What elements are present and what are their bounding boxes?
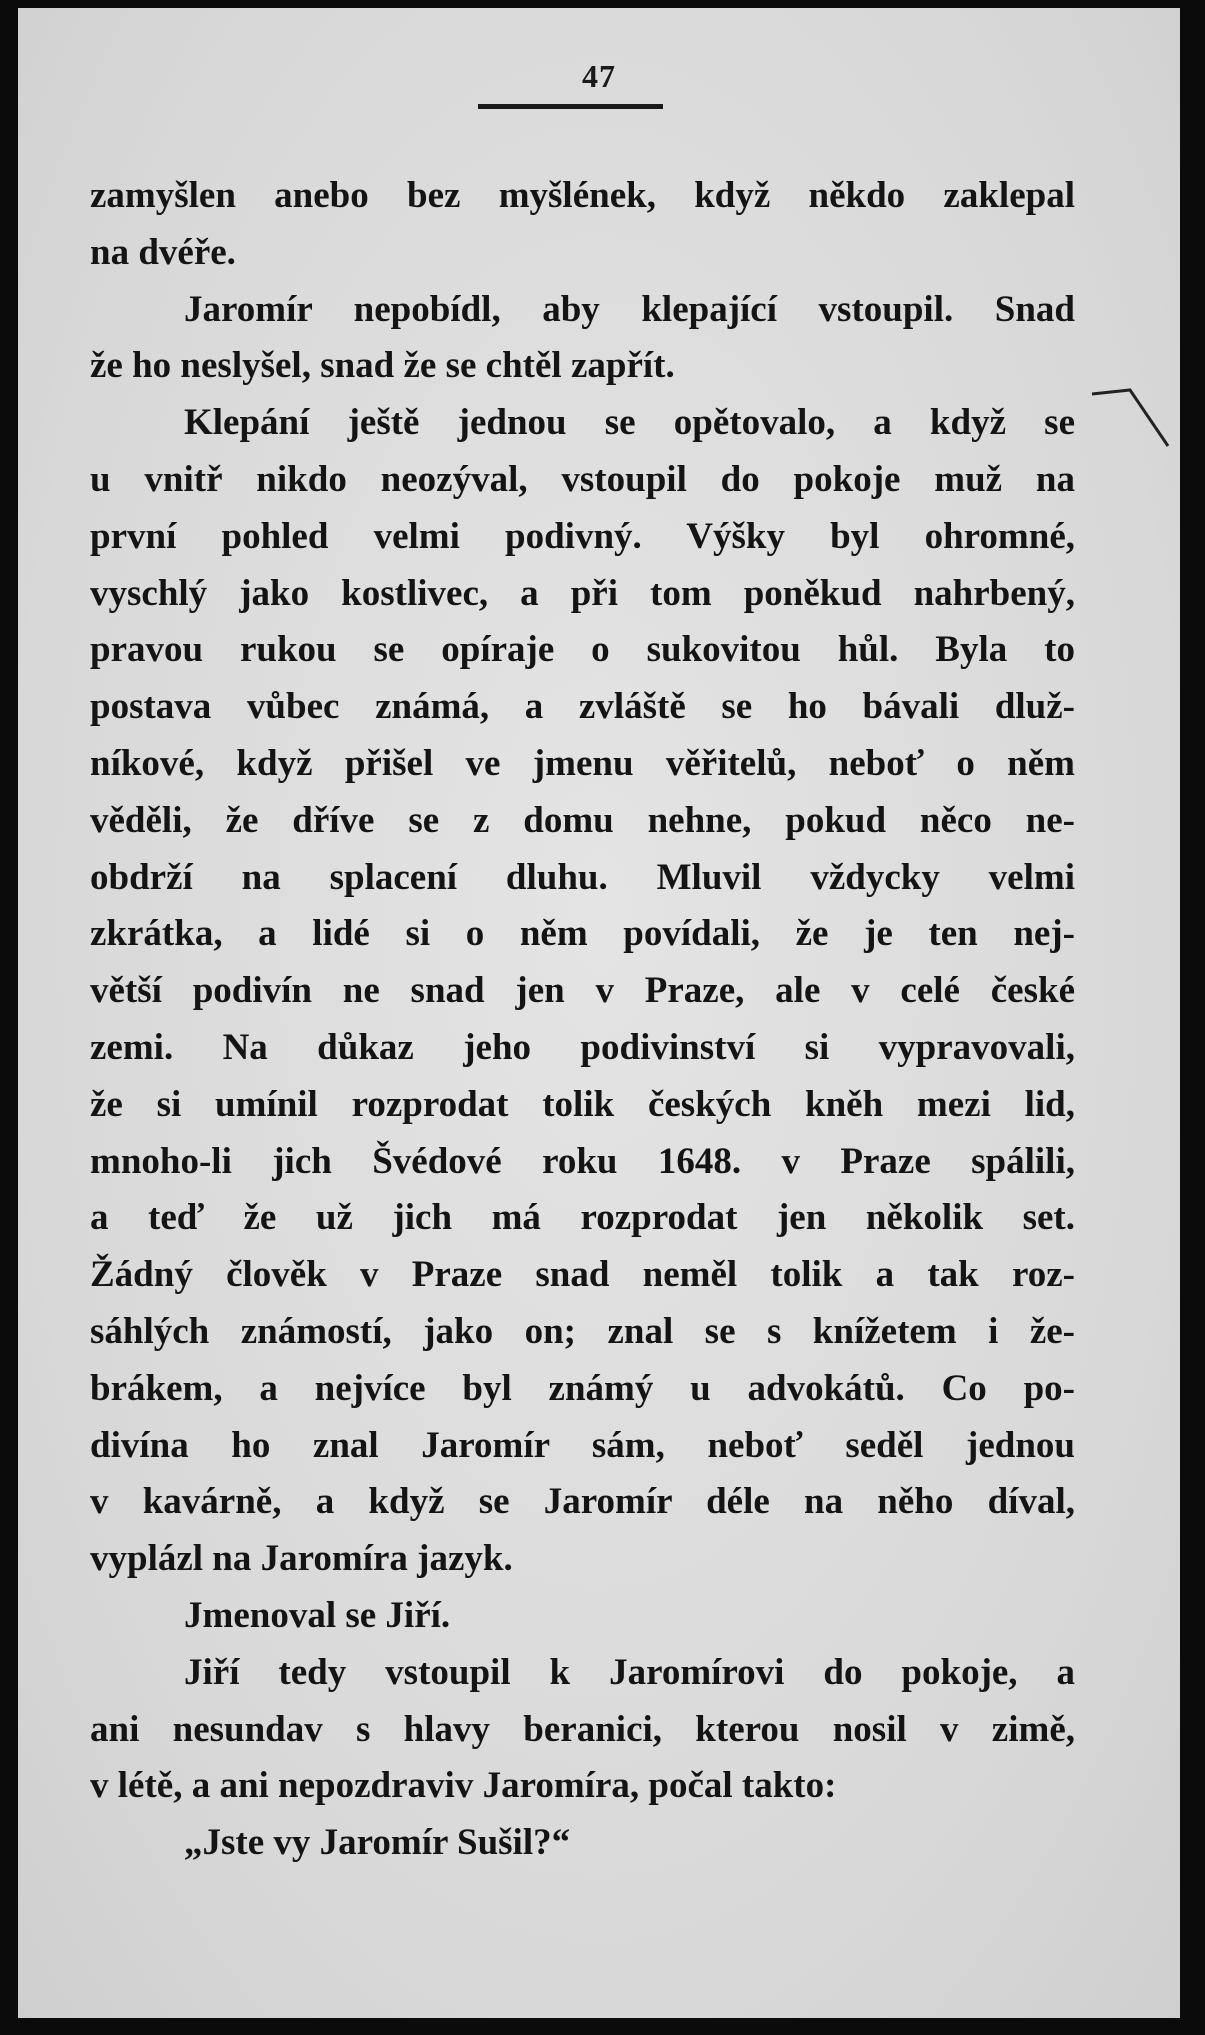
text-line: divína ho znal Jaromír sám, neboť seděl jednou: [90, 1424, 1075, 1466]
text-line: Jiří tedy vstoupil k Jaromírovi do pokoje, a: [184, 1651, 1075, 1693]
text-line: Klepání ještě jednou se opětovalo, a když se: [184, 402, 1075, 444]
text-line: postava vůbec známá, a zvláště se ho bávali dluž-: [90, 686, 1075, 728]
text-line: ani nesundav s hlavy beranici, kterou nosil v zimě,: [90, 1708, 1075, 1750]
text-line: „Jste vy Jaromír Sušil?“: [184, 1822, 571, 1864]
text-line: zkrátka, a lidé si o něm povídali, že je ten nej-: [90, 913, 1075, 955]
text-line: u vnitř nikdo neozýval, vstoupil do pokoje muž na: [90, 458, 1075, 500]
text-line: první pohled velmi podivný. Výšky byl ohromné,: [90, 515, 1075, 557]
text-line: níkové, když přišel ve jmenu věřitelů, neboť o něm: [90, 742, 1075, 784]
text-line: větší podivín ne snad jen v Praze, ale v celé české: [90, 970, 1075, 1012]
margin-mark: [1090, 388, 1170, 448]
book-page: [18, 8, 1180, 2018]
text-line: mnoho-li jich Švédové roku 1648. v Praze spálili,: [90, 1140, 1075, 1182]
text-line: Jmenoval se Jiří.: [184, 1594, 451, 1636]
text-line: vyplázl na Jaromíra jazyk.: [90, 1538, 513, 1580]
body-text: [90, 168, 1075, 1872]
text-line: že ho neslyšel, snad že se chtěl zapřít.: [90, 345, 675, 387]
text-line: obdrží na splacení dluhu. Mluvil vždycky velmi: [90, 856, 1075, 898]
page-number: 47: [582, 58, 616, 94]
text-line: zemi. Na důkaz jeho podivinství si vypravovali,: [90, 1026, 1075, 1068]
page-number-rule: [478, 104, 663, 109]
text-line: v létě, a ani nepozdraviv Jaromíra, počal takto:: [90, 1765, 837, 1807]
text-line: věděli, že dříve se z domu nehne, pokud něco ne-: [90, 799, 1075, 841]
text-line: zamyšlen anebo bez myšlének, když někdo zaklepal: [90, 175, 1075, 216]
text-line: Žádný člověk v Praze snad neměl tolik a tak roz-: [90, 1254, 1075, 1296]
text-line: na dvéře.: [90, 231, 236, 273]
text-line: sáhlých známostí, jako on; znal se s knížetem i že-: [90, 1310, 1075, 1352]
text-line: že si umínil rozprodat tolik českých kněh mezi lid,: [90, 1083, 1075, 1125]
text-line: Jaromír nepobídl, aby klepající vstoupil. Snad: [184, 288, 1075, 330]
text-line: brákem, a nejvíce byl známý u advokátů. Co po-: [90, 1367, 1075, 1409]
text-line: pravou rukou se opíraje o sukovitou hůl. Byla to: [90, 629, 1075, 671]
text-line: vyschlý jako kostlivec, a při tom poněkud nahrbený,: [90, 572, 1075, 614]
text-line: v kavárně, a když se Jaromír déle na něho díval,: [90, 1481, 1075, 1523]
text-line: a teď že už jich má rozprodat jen několik set.: [90, 1197, 1075, 1239]
